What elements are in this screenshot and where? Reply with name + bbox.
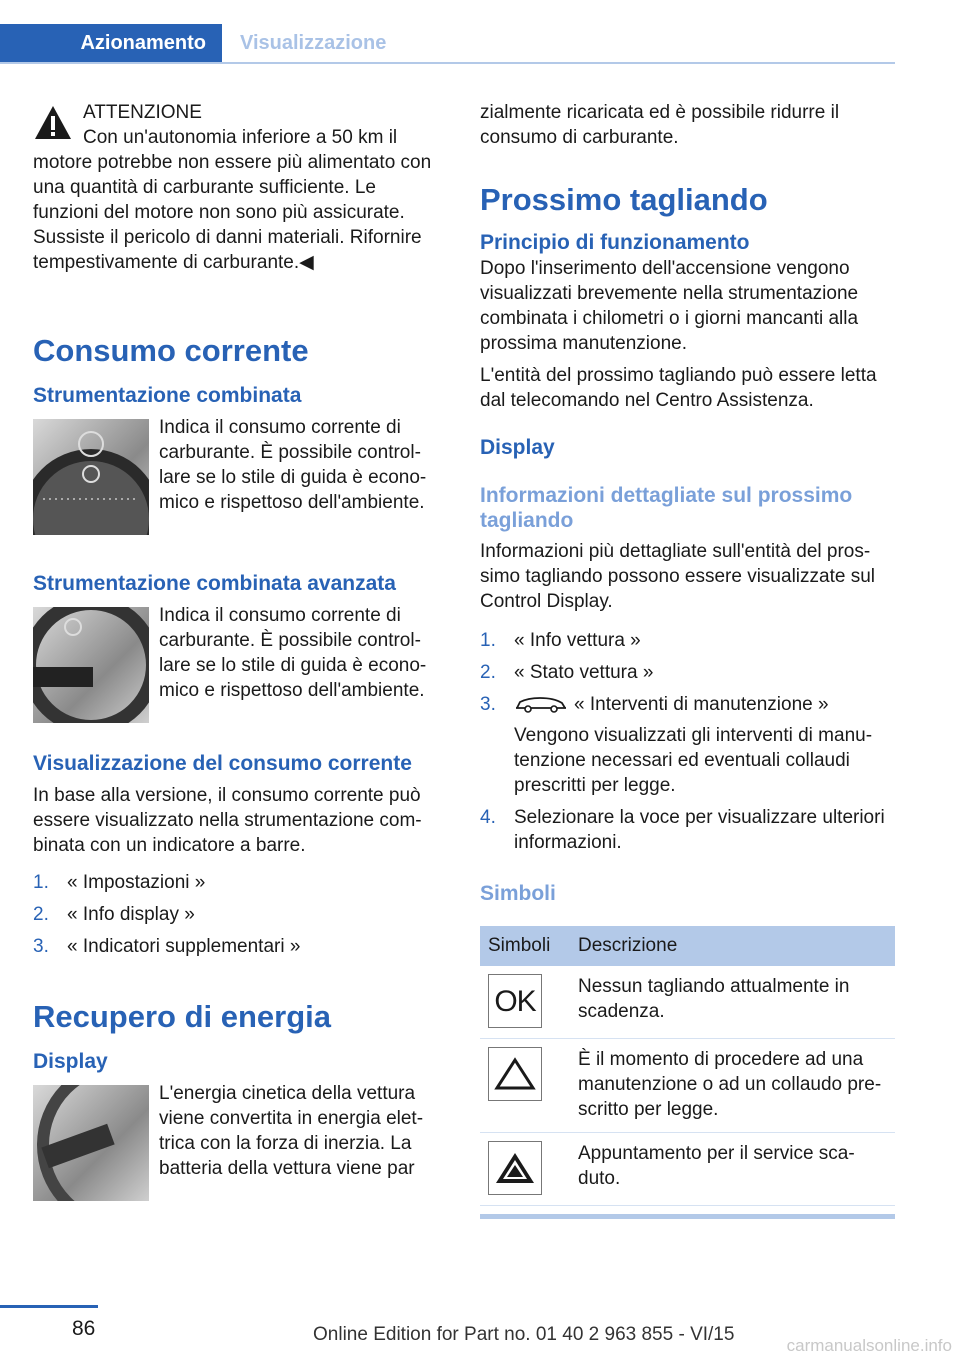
footer-line: [0, 1305, 98, 1308]
warning-triangle-icon: [33, 104, 73, 142]
table-row: [480, 1133, 895, 1206]
desc-cell: Appuntamento per il service scaduto.: [570, 1133, 895, 1206]
heading-prossimo-tagliando: Prossimo tagliando: [480, 182, 768, 217]
table-header-simboli: Simboli: [480, 926, 570, 966]
warning-title: ATTENZIONE: [83, 102, 202, 123]
right-steps-list: [480, 628, 895, 855]
left-column: [33, 100, 443, 1201]
list-item: 3. « Interventi di manutenzione » Vengono visualizzati gli interventi di manutenzione necessari ed eventuali collaudi prescritti per legge.: [480, 692, 895, 798]
display-section: [33, 1081, 443, 1201]
tab-azionamento[interactable]: Azionamento: [0, 24, 222, 62]
heading-consumo-corrente: Consumo corrente: [33, 333, 309, 368]
warning-text: Con un'autonomia inferiore a 50 km il motore potrebbe non essere più alimentato con una quantità di carburante sufficiente. Le funzioni del motore non sono più assicurate. Sussiste il pericolo di danni materiali. Rifornire tempestivamente di carburante.◀: [33, 127, 432, 273]
continued-text: zialmente ricaricata ed è possibile ridurre il consumo di carburante.: [480, 102, 840, 148]
left-steps-list: [33, 870, 443, 959]
heading-strumentazione-avanzata: Strumentazione combinata avanzata: [33, 572, 396, 595]
heading-recupero-energia: Recupero di energia: [33, 999, 332, 1034]
list-item: 1. « Impostazioni »: [33, 872, 206, 893]
info-text: Informazioni più dettagliate sull'entità del prossimo tagliando possono essere visualizzate sul Control Display.: [480, 541, 875, 612]
symbol-cell: [480, 1039, 570, 1133]
tab-visualizzazione[interactable]: Visualizzazione: [240, 32, 387, 54]
list-item: 1. « Info vettura »: [480, 630, 641, 651]
watermark: carmanualsonline.info: [786, 1336, 952, 1355]
symbol-cell: [480, 1133, 570, 1206]
heading-display-left: Display: [33, 1050, 108, 1073]
list-item: 4. Selezionare la voce per visualizzare ulteriori informazioni.: [480, 807, 885, 853]
symbol-cell: [480, 966, 570, 1039]
table-bottom-bar: [480, 1214, 895, 1219]
heading-display-right: Display: [480, 436, 555, 459]
table-header-descrizione: Descrizione: [570, 926, 895, 966]
right-column: [480, 100, 895, 1219]
principio-text-2: L'entità del prossimo tagliando può essere letta dal telecomando nel Centro Assistenza.: [480, 365, 877, 411]
strum-av-section: [33, 603, 443, 723]
table-header-row: [480, 926, 895, 966]
display-text: L'energia cinetica della vettura viene convertita in energia elettrica con la forza di inerzia. La batteria della vettura viene par: [159, 1083, 424, 1179]
step-3-detail: Vengono visualizzati gli interventi di manutenzione necessari ed eventuali collaudi prescritti per legge.: [514, 725, 873, 796]
strum-av-text: Indica il consumo corrente di carburante. È possibile controllare se lo stile di guida è economico e rispettoso dell'ambiente.: [159, 605, 427, 701]
table-row: [480, 1039, 895, 1133]
list-item: 2. « Info display »: [33, 904, 195, 925]
page-number: 86: [72, 1317, 96, 1340]
ok-icon: OK: [488, 974, 542, 1028]
gauge-image: [33, 419, 149, 535]
warning-block: [33, 100, 443, 275]
car-service-icon: [514, 695, 568, 713]
header-tabs: [0, 24, 895, 64]
symbols-table: [480, 926, 895, 1206]
heading-simboli: Simboli: [480, 882, 556, 905]
table-row: [480, 966, 895, 1039]
strum-text: Indica il consumo corrente di carburante. È possibile controllare se lo stile di guida è economico e rispettoso dell'ambiente.: [159, 417, 427, 513]
desc-cell: È il momento di procedere ad una manutenzione o ad un collaudo prescritto per legge.: [570, 1039, 895, 1133]
list-item: 2. « Stato vettura »: [480, 662, 654, 683]
heading-strumentazione-combinata: Strumentazione combinata: [33, 384, 302, 407]
efficient-dynamics-image: [33, 1085, 149, 1201]
list-item: 3. « Indicatori supplementari »: [33, 936, 301, 957]
principio-text-1: Dopo l'inserimento dell'accensione vengono visualizzati brevemente nella strumentazione combinata i chilometri o i giorni mancanti alla prossima manutenzione.: [480, 258, 859, 354]
service-overdue-triangle-icon: [488, 1141, 542, 1195]
strum-section: [33, 415, 443, 535]
visual-text: In base alla versione, il consumo corrente può essere visualizzato nella strumentazione combinata con un indicatore a barre.: [33, 785, 422, 856]
edition-text: Online Edition for Part no. 01 40 2 963 855 - VI/15: [313, 1324, 735, 1345]
heading-visualizzazione-consumo: Visualizzazione del consumo corrente: [33, 752, 412, 775]
heading-principio: Principio di funzionamento: [480, 231, 750, 254]
heading-info-dettagliate: Informazioni dettagliate sul prossimo tagliando: [480, 484, 853, 532]
gauge-advanced-image: [33, 607, 149, 723]
desc-cell: Nessun tagliando attualmente in scadenza.: [570, 966, 895, 1039]
service-due-triangle-icon: [488, 1047, 542, 1101]
